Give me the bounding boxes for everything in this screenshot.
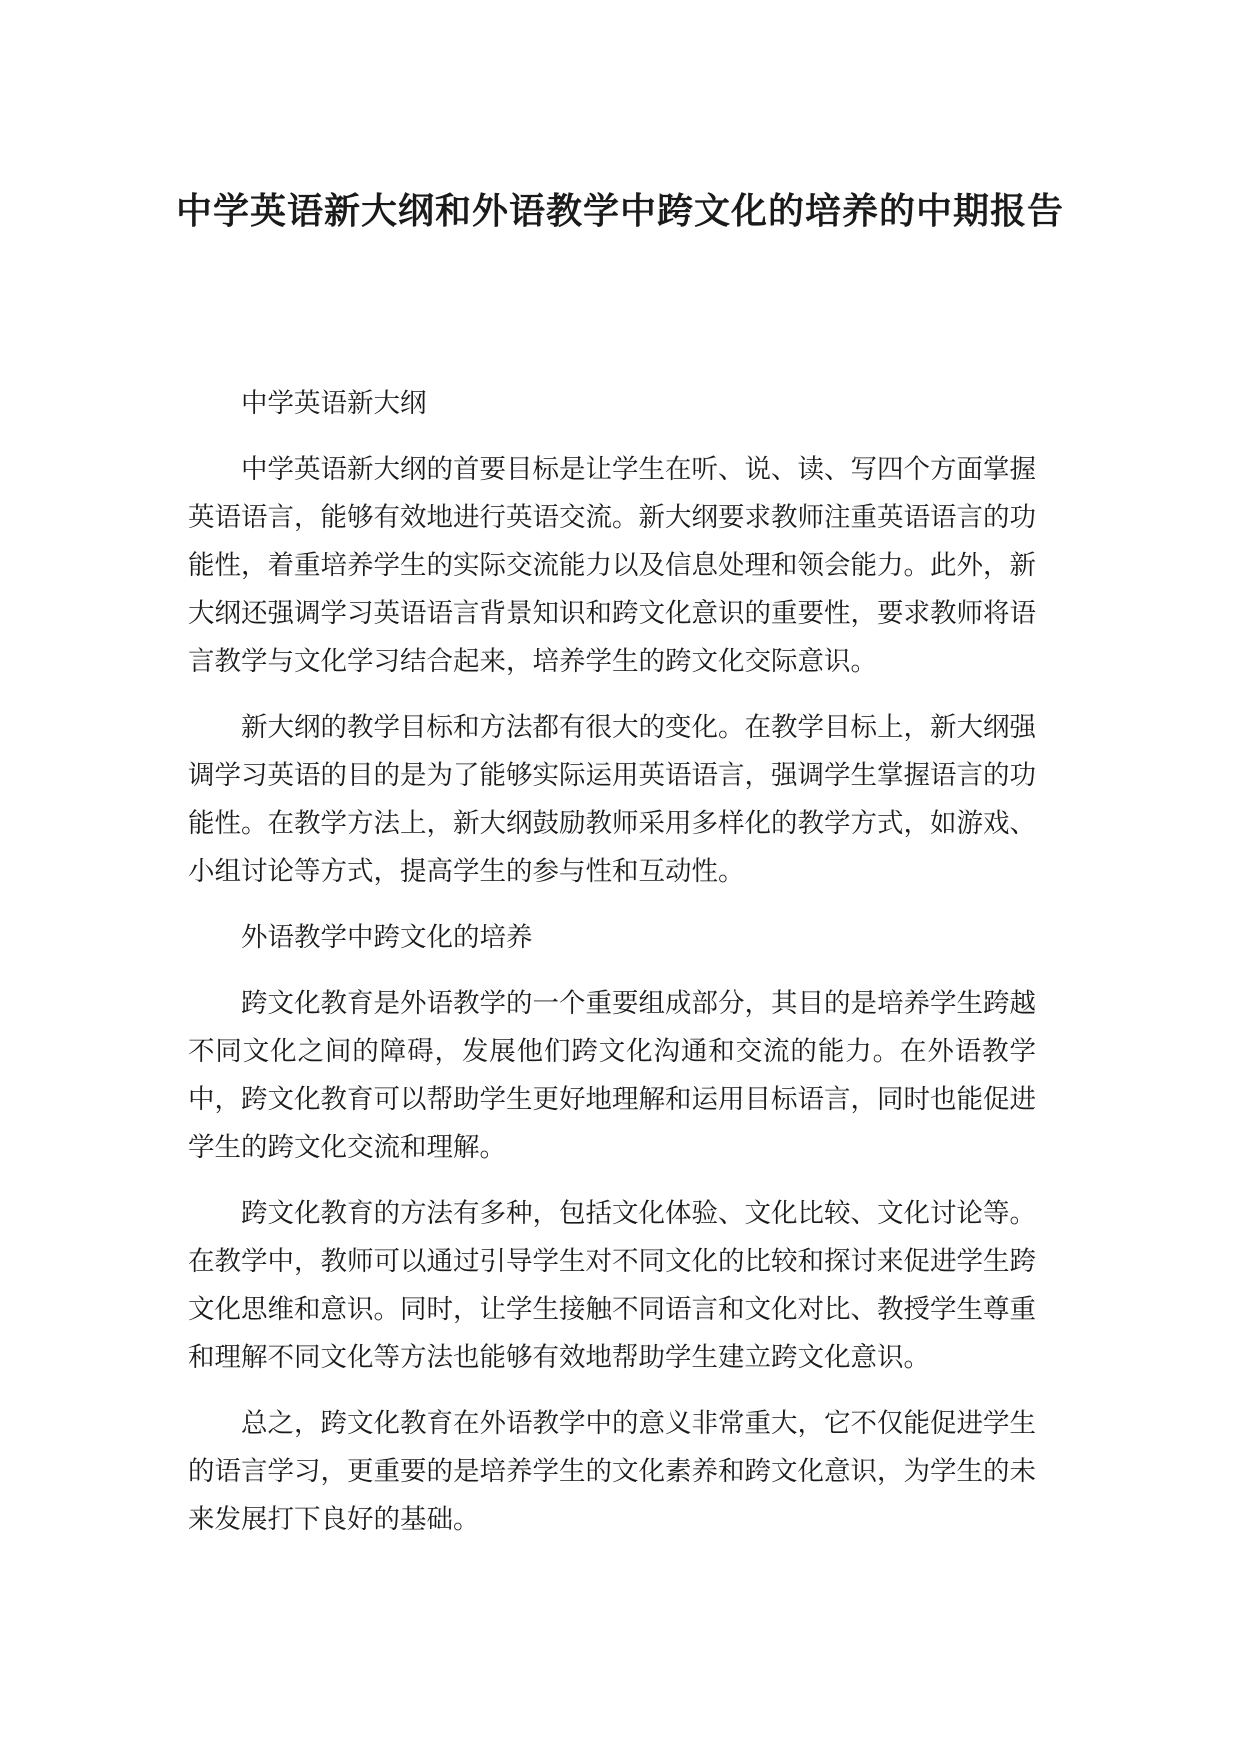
section-cross-cultural [188,914,1036,1544]
paragraph: 总之，跨文化教育在外语教学中的意义非常重大，它不仅能促进学生的语言学习，更重要的是培养学生的文化素养和跨文化意识，为学生的未来发展打下良好的基础。 [188,1408,1036,1535]
document-body [188,380,1036,1544]
paragraph: 中学英语新大纲的首要目标是让学生在听、说、读、写四个方面掌握英语语言，能够有效地进行英语交流。新大纲要求教师注重英语语言的功能性，着重培养学生的实际交流能力以及信息处理和领会能力。此外，新大纲还强调学习英语语言背景知识和跨文化意识的重要性，要求教师将语言教学与文化学习结合起来，培养学生的跨文化交际意识。 [188,454,1036,677]
paragraph: 新大纲的教学目标和方法都有很大的变化。在教学目标上，新大纲强调学习英语的目的是为了能够实际运用英语语言，强调学生掌握语言的功能性。在教学方法上，新大纲鼓励教师采用多样化的教学方式，如游戏、小组讨论等方式，提高学生的参与性和互动性。 [188,712,1036,887]
section-heading: 外语教学中跨文化的培养 [241,922,533,953]
section-heading: 中学英语新大纲 [241,388,427,419]
document-title: 中学英语新大纲和外语教学中跨文化的培养的中期报告 [175,191,1064,232]
paragraph: 跨文化教育是外语教学的一个重要组成部分，其目的是培养学生跨越不同文化之间的障碍，发展他们跨文化沟通和交流的能力。在外语教学中，跨文化教育可以帮助学生更好地理解和运用目标语言，同时也能促进学生的跨文化交流和理解。 [188,988,1036,1163]
section-new-syllabus [188,380,1036,896]
paragraph: 跨文化教育的方法有多种，包括文化体验、文化比较、文化讨论等。在教学中，教师可以通过引导学生对不同文化的比较和探讨来促进学生跨文化思维和意识。同时，让学生接触不同语言和文化对比、教授学生尊重和理解不同文化等方法也能够有效地帮助学生建立跨文化意识。 [188,1198,1036,1373]
